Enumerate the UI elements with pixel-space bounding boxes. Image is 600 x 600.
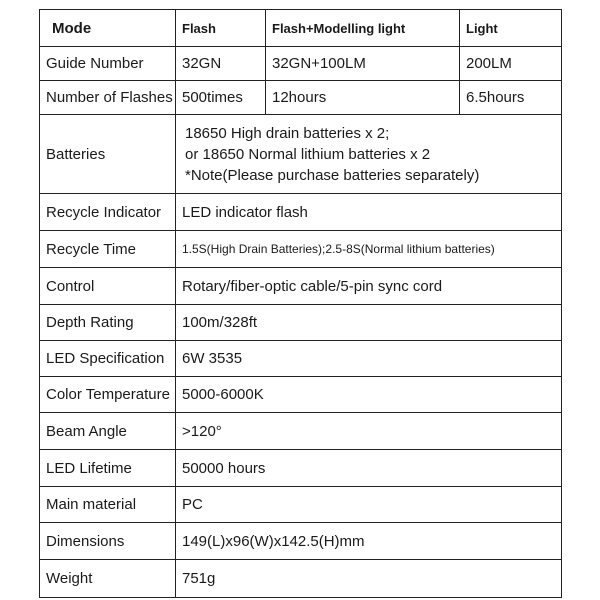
table-row	[40, 413, 562, 450]
main-material-value: PC	[176, 487, 562, 523]
guide-number-flash-modelling: 32GN+100LM	[266, 47, 460, 81]
beam-angle-value: >120°	[176, 413, 562, 450]
number-of-flashes-flash: 500times	[176, 81, 266, 115]
spec-table	[39, 9, 562, 598]
number-of-flashes-light: 6.5hours	[460, 81, 562, 115]
number-of-flashes-flash-modelling: 12hours	[266, 81, 460, 115]
weight-label: Weight	[40, 560, 176, 598]
batteries-note: *Note(Please purchase batteries separately)	[185, 166, 480, 184]
table-row	[40, 194, 562, 231]
table-row	[40, 115, 562, 194]
batteries-label: Batteries	[40, 115, 176, 194]
batteries-value	[176, 115, 562, 194]
depth-rating-label: Depth Rating	[40, 305, 176, 341]
table-row	[40, 268, 562, 305]
recycle-time-value: 1.5S(High Drain Batteries);2.5-8S(Normal lithium batteries)	[176, 231, 562, 268]
recycle-time-label: Recycle Time	[40, 231, 176, 268]
recycle-indicator-label: Recycle Indicator	[40, 194, 176, 231]
table-row	[40, 47, 562, 81]
color-temperature-label: Color Temperature	[40, 377, 176, 413]
control-label: Control	[40, 268, 176, 305]
dimensions-label: Dimensions	[40, 523, 176, 560]
led-specification-label: LED Specification	[40, 341, 176, 377]
table-row	[40, 81, 562, 115]
table-row	[40, 341, 562, 377]
header-row	[40, 10, 562, 47]
table-row	[40, 523, 562, 560]
table-row	[40, 450, 562, 487]
control-value: Rotary/fiber-optic cable/5-pin sync cord	[176, 268, 562, 305]
table-row	[40, 305, 562, 341]
table-row	[40, 377, 562, 413]
flash-header: Flash	[176, 10, 266, 47]
main-material-label: Main material	[40, 487, 176, 523]
light-header: Light	[460, 10, 562, 47]
batteries-line: or 18650 Normal lithium batteries x 2	[185, 145, 431, 163]
table-row	[40, 231, 562, 268]
guide-number-label: Guide Number	[40, 47, 176, 81]
flash-modelling-header: Flash+Modelling light	[266, 10, 460, 47]
guide-number-flash: 32GN	[176, 47, 266, 81]
table-row	[40, 560, 562, 598]
number-of-flashes-label: Number of Flashes	[40, 81, 176, 115]
depth-rating-value: 100m/328ft	[176, 305, 562, 341]
led-specification-value: 6W 3535	[176, 341, 562, 377]
beam-angle-label: Beam Angle	[40, 413, 176, 450]
guide-number-light: 200LM	[460, 47, 562, 81]
led-lifetime-value: 50000 hours	[176, 450, 562, 487]
mode-header: Mode	[40, 10, 176, 47]
led-lifetime-label: LED Lifetime	[40, 450, 176, 487]
recycle-indicator-value: LED indicator flash	[176, 194, 562, 231]
dimensions-value: 149(L)x96(W)x142.5(H)mm	[176, 523, 562, 560]
color-temperature-value: 5000-6000K	[176, 377, 562, 413]
weight-value: 751g	[176, 560, 562, 598]
table-row	[40, 487, 562, 523]
batteries-line: 18650 High drain batteries x 2;	[185, 124, 390, 142]
